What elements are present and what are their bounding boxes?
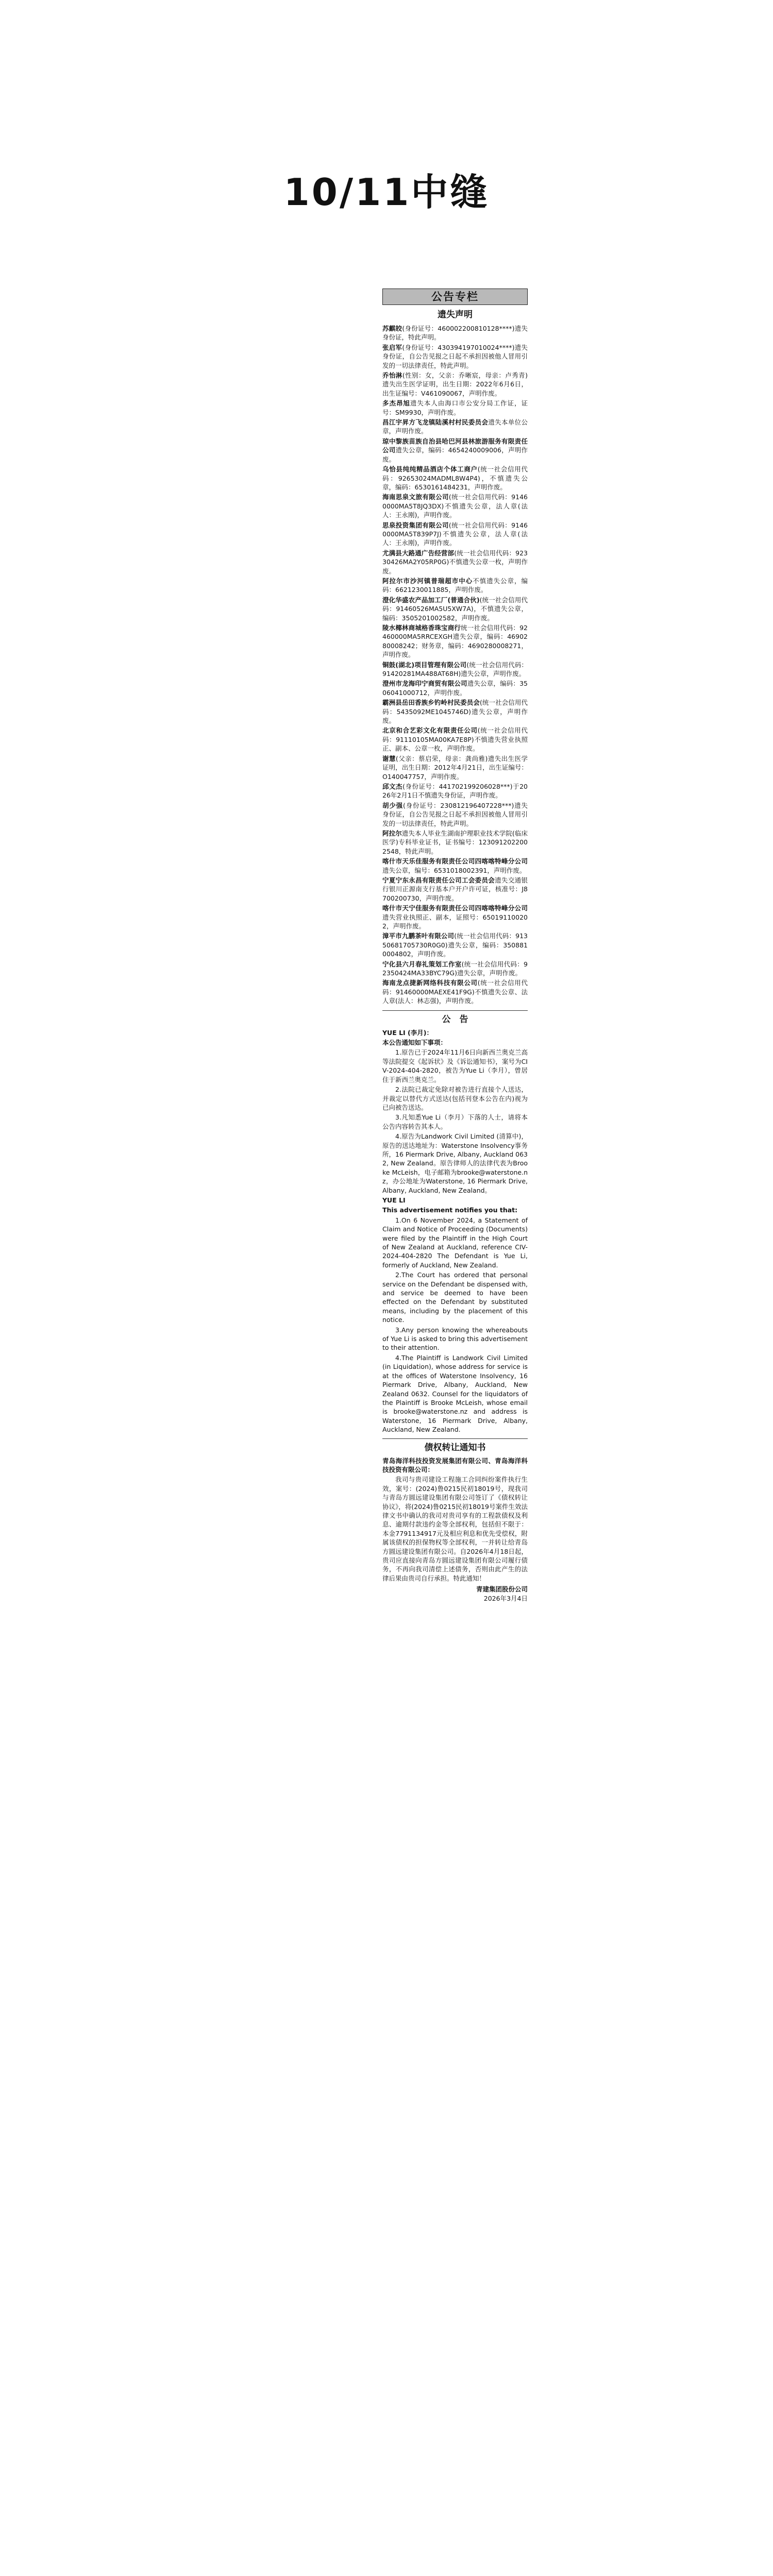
notice-text: (统一社会信用代码：91460000MA5T8JQ3DX)不慎遗失公章，法人章(法人：王永刚)，声明作废。 xyxy=(382,493,528,519)
lost-notice-item xyxy=(382,875,528,903)
notice-name: 乌恰县纯纯精品酒店个体工商户 xyxy=(382,465,478,473)
announcement-intro: 本公告通知如下事项： xyxy=(382,1039,447,1047)
notice-name: 宁夏宁东永昌有限责任公司工会委员会 xyxy=(382,876,495,884)
notice-name: 苏麒皎 xyxy=(382,325,402,332)
lost-notice-item xyxy=(382,343,528,370)
notice-text: 遗失公章，编码：3506041000712，声明作废。 xyxy=(382,680,528,697)
announcement-en-addressee: YUE LI xyxy=(382,1196,406,1204)
debt-notice-addressee: 青岛海洋科技投资发展集团有限公司、青岛海洋科技投资有限公司： xyxy=(382,1456,528,1473)
lost-notice-item xyxy=(382,660,528,679)
notice-text: 统一社会信用代码：92460000MA5RRCEXGH遗失公章，编码：4690280008242；财务章，编码：4690280008271，声明作废。 xyxy=(382,624,528,659)
notice-text: (统一社会信用代码：92330426MA2Y05RP0G)不慎遗失公章一枚，声明作废。 xyxy=(382,549,528,575)
notice-text: 遗失公章，编号：6531018002391，声明作废。 xyxy=(382,866,526,874)
notice-text: 遗失交通银行银川正源南支行基本户开户许可证，核准号：J8700200730，声明作废。 xyxy=(382,876,528,902)
notice-text: (统一社会信用代码：92350424MA33BYC79G)遗失公章，声明作废。 xyxy=(382,960,528,977)
lost-notice-item xyxy=(382,698,528,725)
announcement-paragraph: 3.凡知悉Yue Li（李月）下落的人士，请将本公告内容转告其本人。 xyxy=(382,1113,528,1130)
lost-notice-item xyxy=(382,398,528,417)
notice-text: (统一社会信用代码：91460000MA5T839P7J)不慎遗失公章，法人章(法人：王永刚)，声明作废。 xyxy=(382,521,528,547)
notice-name: 漳平市九鹏茶叶有限公司 xyxy=(382,932,455,940)
notice-text: 遗失本单位公章，声明作废。 xyxy=(382,418,528,435)
notice-name: 陵水椰林商城格香珠宝商行 xyxy=(382,624,461,632)
notice-name: 胡少强 xyxy=(382,801,404,809)
notice-text: (统一社会信用代码：91460000MAEXE41F9G)不慎遗失公章、法人章(法人：林志强)，声明作废。 xyxy=(382,979,528,1005)
announcement-heading: 公 告 xyxy=(382,1010,528,1026)
lost-notice-item xyxy=(382,623,528,660)
notice-text: (统一社会信用代码：92653024MADML8W4P4)，不慎遗失公章，编码：6530161484231，声明作废。 xyxy=(382,465,528,491)
notice-text: (统一社会信用代码：91350681705730R0G0)遗失公章，编码：3508810004802，声明作废。 xyxy=(382,932,528,958)
notice-name: 北京和合艺彩文化有限责任公司 xyxy=(382,726,478,735)
lost-notice-item xyxy=(382,595,528,623)
lost-notice-item xyxy=(382,370,528,398)
lost-notice-item xyxy=(382,856,528,875)
notice-name: 喀什市天宁佳服务有限责任公司四喀喀特峰分公司 xyxy=(382,904,528,912)
notice-text: (父亲：蔡启荣，母亲：龚尚雅)遗失出生医学证明，出生日期：2012年4月21日，出生证编号：O140047757，声明作废。 xyxy=(382,754,528,781)
notice-name: 霸洲县岳田香族乡钓岭村民委员会 xyxy=(382,699,480,707)
notice-name: 海南龙点捷新网络科技有限公司 xyxy=(382,979,478,987)
notice-text: 不慎遗失公章，编码：6621230011885，声明作废。 xyxy=(382,577,528,594)
notice-text: 遗失营业执照正、副本，证照号：650191100202，声明作废。 xyxy=(382,913,528,930)
notice-name: 阿拉尔市沙河镇普瑞超市中心 xyxy=(382,577,473,585)
lost-notice-item xyxy=(382,464,528,492)
lost-notice-item xyxy=(382,492,528,520)
lost-notice-item xyxy=(382,931,528,959)
notice-name: 尤满县大路通广告经营部 xyxy=(382,549,455,557)
announcement-en-items xyxy=(382,1216,528,1434)
notice-name: 澄州市龙海印宁商贸有限公司 xyxy=(382,680,467,688)
announcement-paragraph: 4.原告为Landwork Civil Limited (清算中)，原告的送达地址为：Waterstone Insolvency事务所，16 Piermark Drive, Albany, Auckland 0632, New Zealand。原告律师人的法律代表为Brooke McLeish，电子邮箱为brooke@waterstone.nz，办公地址为Waterstone, 16 Piermark Drive, Albany, Auckland, New Zealand。 xyxy=(382,1132,528,1194)
lost-notice-item xyxy=(382,903,528,931)
debt-notice-signature: 青建集团股份公司 xyxy=(476,1585,528,1594)
debt-notice-body: 我司与贵司建设工程施工合同纠纷案件执行生效，案号：(2024)鲁0215民初18019号，现我司与青岛方圆远建设集团有限公司签订了《债权转让协议》，将(2024)鲁0215民初18019号案件生效法律文书中确认的我司对贵司享有的工程款债权及利息、逾期付款违约金等全部权利，包括但不限于：本金7791134917元及相应利息和优先受偿权，附属该债权的担保物权等全部权利，一并转让给青岛方圆远建设集团有限公司。自2026年4月18日起，贵司应直接向青岛方圆远建设集团有限公司履行债务，不再向我司清偿上述债务，否则由此产生的法律后果由贵司自行承担。特此通知！ xyxy=(382,1476,528,1582)
lost-notice-item xyxy=(382,828,528,856)
lost-notice-item xyxy=(382,520,528,548)
notice-text: (身份证号：441702199206028***)于2026年2月1日不慎遗失身份证，声明作废。 xyxy=(382,782,528,800)
lost-notice-item xyxy=(382,754,528,782)
lost-notice-item xyxy=(382,725,528,753)
notice-name: 阿拉尔 xyxy=(382,829,402,837)
lost-notice-item xyxy=(382,548,528,576)
lost-notice-item xyxy=(382,576,528,595)
notice-text: (身份证号：430394197010024****)遗失身份证，自公告见报之日起不承担因被他人冒用引发的一切法律责任，特此声明。 xyxy=(382,343,528,369)
notice-text: (统一社会信用代码：91420281MA488AT68H)遗失公章，声明作废。 xyxy=(382,660,528,678)
notice-name: 多杰昂旭 xyxy=(382,399,410,408)
notice-name: 铜鼓(湖北)项目管理有限公司 xyxy=(382,660,467,669)
announcement-paragraph: 3.Any person knowing the whereabouts of Yue Li is asked to bring this advertisement to their attention. xyxy=(382,1326,528,1352)
announcement-paragraph: 2.The Court has ordered that personal service on the Defendant be dispensed with, and service be deemed to have been effected on the Defendant by substituted means, including by the placement of this notice. xyxy=(382,1271,528,1324)
section-header: 公告专栏 xyxy=(382,289,528,305)
notice-name: 宁化县六月春礼策划工作室 xyxy=(382,960,462,968)
notice-text: 遗失公章，编码：4654240009006，声明作废。 xyxy=(382,446,528,463)
lost-notices-heading: 遗失声明 xyxy=(438,310,473,320)
notice-name: 谢慧 xyxy=(382,754,396,762)
lost-notice-item xyxy=(382,978,528,1006)
announcement-en-intro: This advertisement notifies you that: xyxy=(382,1206,518,1214)
announcement-paragraph: 1.原告已于2024年11月6日向新西兰奥克兰高等法院提交《起诉状》及《诉讼通知书》，案号为CIV-2024-404-2820，被告为Yue Li（李月），曾居住于新西兰奥克兰。 xyxy=(382,1048,528,1083)
debt-notice-heading: 债权转让通知书 xyxy=(382,1438,528,1454)
page-title: 10/11中缝 xyxy=(283,171,490,214)
debt-notice-date: 2026年3月4日 xyxy=(483,1594,528,1602)
announcement-paragraph: 4.The Plaintiff is Landwork Civil Limited (in Liquidation), whose address for service is at the offices of Waterstone Insolvency, 16 Piermark Drive, Albany, Auckland, New Zealand 0632. Counsel for the liquidators of the Plaintiff is Brooke McLeish, whose email is brooke@waterstone.nz and address is Waterstone, 16 Piermark Drive, Albany, Auckland, New Zealand. xyxy=(382,1353,528,1434)
notice-name: 张启军 xyxy=(382,343,402,351)
notice-name: 乔怡淋 xyxy=(382,371,402,380)
notice-name: 邱文杰 xyxy=(382,782,403,790)
notice-text: 遗失本人毕业生湖南护理职业技术学院(临床医学)专科毕业证书，证书编号：1230912022002548，特此声明。 xyxy=(382,829,528,855)
notice-column xyxy=(382,289,528,1603)
lost-notice-item xyxy=(382,801,528,828)
notice-name: 昌江宇昇方飞龙镇陆溪村村民委员会 xyxy=(382,418,489,427)
lost-notice-item xyxy=(382,417,528,436)
notice-name: 琼中黎族苗族自治县哈巴河县林旅游服务有限责任公司 xyxy=(382,437,528,454)
notice-text: (统一社会信用代码：91460526MA5U5XW7A)，不慎遗失公章，编码：3505201002582，声明作废。 xyxy=(382,596,528,622)
lost-notice-item xyxy=(382,436,528,464)
notice-text: (统一社会信用代码：91110105MA00KA7E8P)不慎遗失营业执照正、副本、公章一枚，声明作废。 xyxy=(382,726,528,753)
notice-name: 澄化华盛农产品加工厂(普通合伙) xyxy=(382,596,480,604)
lost-notice-item xyxy=(382,959,528,978)
announcement-paragraph: 2.法院已裁定免除对被告进行直接个人送达，并裁定以替代方式送达(包括刊登本公告在内)视为已向被告送达。 xyxy=(382,1086,528,1111)
notice-text: (身份证号：230812196407228***)遗失身份证，自公告见报之日起不承担因被他人冒用引发的一切法律责任，特此声明。 xyxy=(382,801,528,827)
notice-name: 喀什市天乐佳服务有限责任公司四喀喀特峰分公司 xyxy=(382,857,528,866)
lost-notice-item xyxy=(382,782,528,801)
notice-text: (性别：女，父亲：乔晰宸，母亲：卢秀青)遗失出生医学证明，出生日期：2022年6月6日，出生证编号：V461090067，声明作废。 xyxy=(382,371,528,397)
lost-notice-item xyxy=(382,679,528,698)
announcement-items xyxy=(382,1048,528,1195)
announcement-addressee: YUE LI (李月)： xyxy=(382,1028,433,1037)
lost-notice-list xyxy=(382,324,528,1006)
notice-text: (身份证号：460002200810128****)遗失身份证，特此声明。 xyxy=(382,325,528,342)
notice-text: (统一社会信用代码：5435092ME1045746D)遗失公章，声明作废。 xyxy=(382,699,528,725)
announcement-paragraph: 1.On 6 November 2024, a Statement of Claim and Notice of Proceeding (Documents) were filed by the Plaintiff in the High Court of New Zealand at Auckland, reference CIV-2024-404-2820 The Defendant is Yue Li, formerly of Auckland, New Zealand. xyxy=(382,1216,528,1269)
notice-name: 海南思泉文旅有限公司 xyxy=(382,493,449,501)
notice-name: 思泉投资集团有限公司 xyxy=(382,521,449,529)
notice-text: 遗失本人由海口市公安分局工作证，证号：SM9930，声明作废。 xyxy=(382,399,528,416)
lost-notice-item xyxy=(382,324,528,343)
